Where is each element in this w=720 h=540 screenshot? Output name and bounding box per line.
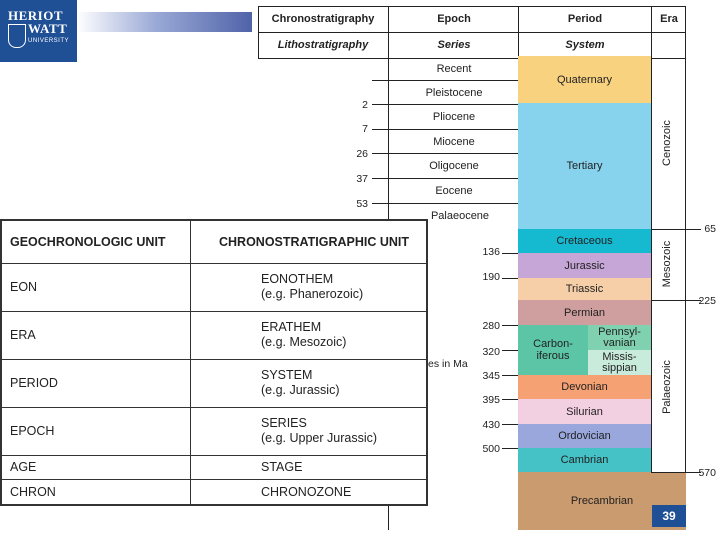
period-jurassic: Jurassic bbox=[518, 253, 651, 278]
period-triassic: Triassic bbox=[518, 278, 651, 300]
age-225: 225 bbox=[698, 295, 716, 307]
period-cretaceous: Cretaceous bbox=[518, 229, 651, 253]
epoch-pleistocene: Pleistocene bbox=[425, 87, 483, 99]
header-lithostratigraphy: Lithostratigraphy bbox=[277, 39, 369, 51]
epoch-line bbox=[372, 203, 518, 204]
ages-in-ma-label: es in Ma bbox=[428, 358, 468, 370]
unit-epoch: EPOCH bbox=[2, 407, 191, 455]
epoch-line bbox=[372, 80, 518, 81]
table-row bbox=[2, 311, 427, 359]
epoch-palaeocene: Palaeocene bbox=[430, 210, 490, 222]
header-chronostratigraphy: Chronostratigraphy bbox=[271, 13, 375, 25]
epoch-pliocene: Pliocene bbox=[432, 111, 476, 123]
age-280: 280 bbox=[482, 320, 500, 332]
age-tick bbox=[502, 448, 518, 449]
period-mississippian: Missis- sippian bbox=[588, 350, 651, 375]
age-53: 53 bbox=[356, 198, 368, 210]
strat-series: SERIES (e.g. Upper Jurassic) bbox=[191, 407, 427, 455]
unit-age: AGE bbox=[2, 455, 191, 480]
epoch-eocene: Eocene bbox=[435, 185, 473, 197]
table-row bbox=[2, 455, 427, 480]
table-row bbox=[2, 264, 427, 312]
strat-erathem: ERATHEM (e.g. Mesozoic) bbox=[191, 311, 427, 359]
age-570: 570 bbox=[698, 467, 716, 479]
strat-eonothem: EONOTHEM (e.g. Phanerozoic) bbox=[191, 264, 427, 312]
strat-chronozone: CHRONOZONE bbox=[191, 480, 427, 505]
strat-stage: STAGE bbox=[191, 455, 427, 480]
age-tick bbox=[502, 424, 518, 425]
age-tick bbox=[502, 325, 518, 326]
header-system: System bbox=[565, 39, 605, 51]
age-26: 26 bbox=[356, 148, 368, 160]
period-cambrian: Cambrian bbox=[518, 448, 651, 472]
epoch-line bbox=[372, 178, 518, 179]
era-cenozoic: Cenozoic bbox=[661, 120, 673, 166]
unit-period: PERIOD bbox=[2, 359, 191, 407]
table-row bbox=[2, 407, 427, 455]
period-pennsylvanian: Pennsyl- vanian bbox=[588, 325, 651, 350]
header-series: Series bbox=[437, 39, 471, 51]
period-silurian: Silurian bbox=[518, 399, 651, 424]
epoch-miocene: Miocene bbox=[433, 136, 475, 148]
logo-line2: WATT bbox=[28, 21, 68, 36]
age-tick bbox=[502, 399, 518, 400]
strat-system: SYSTEM (e.g. Jurassic) bbox=[191, 359, 427, 407]
period-tertiary: Tertiary bbox=[518, 103, 651, 229]
unit-era: ERA bbox=[2, 311, 191, 359]
era-mesozoic: Mesozoic bbox=[661, 240, 673, 288]
epoch-line bbox=[372, 104, 518, 105]
period-permian: Permian bbox=[518, 300, 651, 325]
period-carboniferous: Carbon- iferous bbox=[518, 325, 588, 375]
col-head-geochronologic: GEOCHRONOLOGIC UNIT bbox=[2, 221, 191, 264]
table-row bbox=[2, 359, 427, 407]
age-395: 395 bbox=[482, 394, 500, 406]
logo-line1: HERIOT bbox=[8, 8, 64, 23]
period-ordovician: Ordovician bbox=[518, 424, 651, 448]
age-320: 320 bbox=[482, 346, 500, 358]
age-430: 430 bbox=[482, 419, 500, 431]
logo-line3: UNIVERSITY bbox=[28, 38, 70, 44]
period-precambrian: Precambrian bbox=[518, 472, 686, 530]
epoch-line bbox=[372, 129, 518, 130]
period-quaternary: Quaternary bbox=[518, 56, 651, 103]
period-devonian: Devonian bbox=[518, 375, 651, 399]
age-tick bbox=[502, 278, 518, 279]
col-head-chronostratigraphic: CHRONOSTRATIGRAPHIC UNIT bbox=[191, 221, 427, 264]
age-2: 2 bbox=[362, 99, 368, 111]
unit-comparison-table bbox=[0, 219, 428, 506]
header-epoch: Epoch bbox=[437, 13, 471, 25]
epoch-recent: Recent bbox=[436, 63, 472, 75]
header-era: Era bbox=[660, 13, 678, 25]
age-37: 37 bbox=[356, 173, 368, 185]
age-7: 7 bbox=[362, 123, 368, 135]
table-row bbox=[2, 480, 427, 505]
page-number: 39 bbox=[652, 505, 686, 527]
age-tick bbox=[502, 350, 518, 351]
unit-chron: CHRON bbox=[2, 480, 191, 505]
age-tick bbox=[502, 253, 518, 254]
age-65: 65 bbox=[704, 223, 716, 235]
age-190: 190 bbox=[482, 271, 500, 283]
header-period: Period bbox=[567, 13, 603, 25]
epoch-oligocene: Oligocene bbox=[429, 160, 479, 172]
age-500: 500 bbox=[482, 443, 500, 455]
era-palaeozoic: Palaeozoic bbox=[661, 360, 673, 414]
age-136: 136 bbox=[482, 246, 500, 258]
age-tick bbox=[502, 375, 518, 376]
unit-eon: EON bbox=[2, 264, 191, 312]
age-345: 345 bbox=[482, 370, 500, 382]
epoch-line bbox=[372, 153, 518, 154]
